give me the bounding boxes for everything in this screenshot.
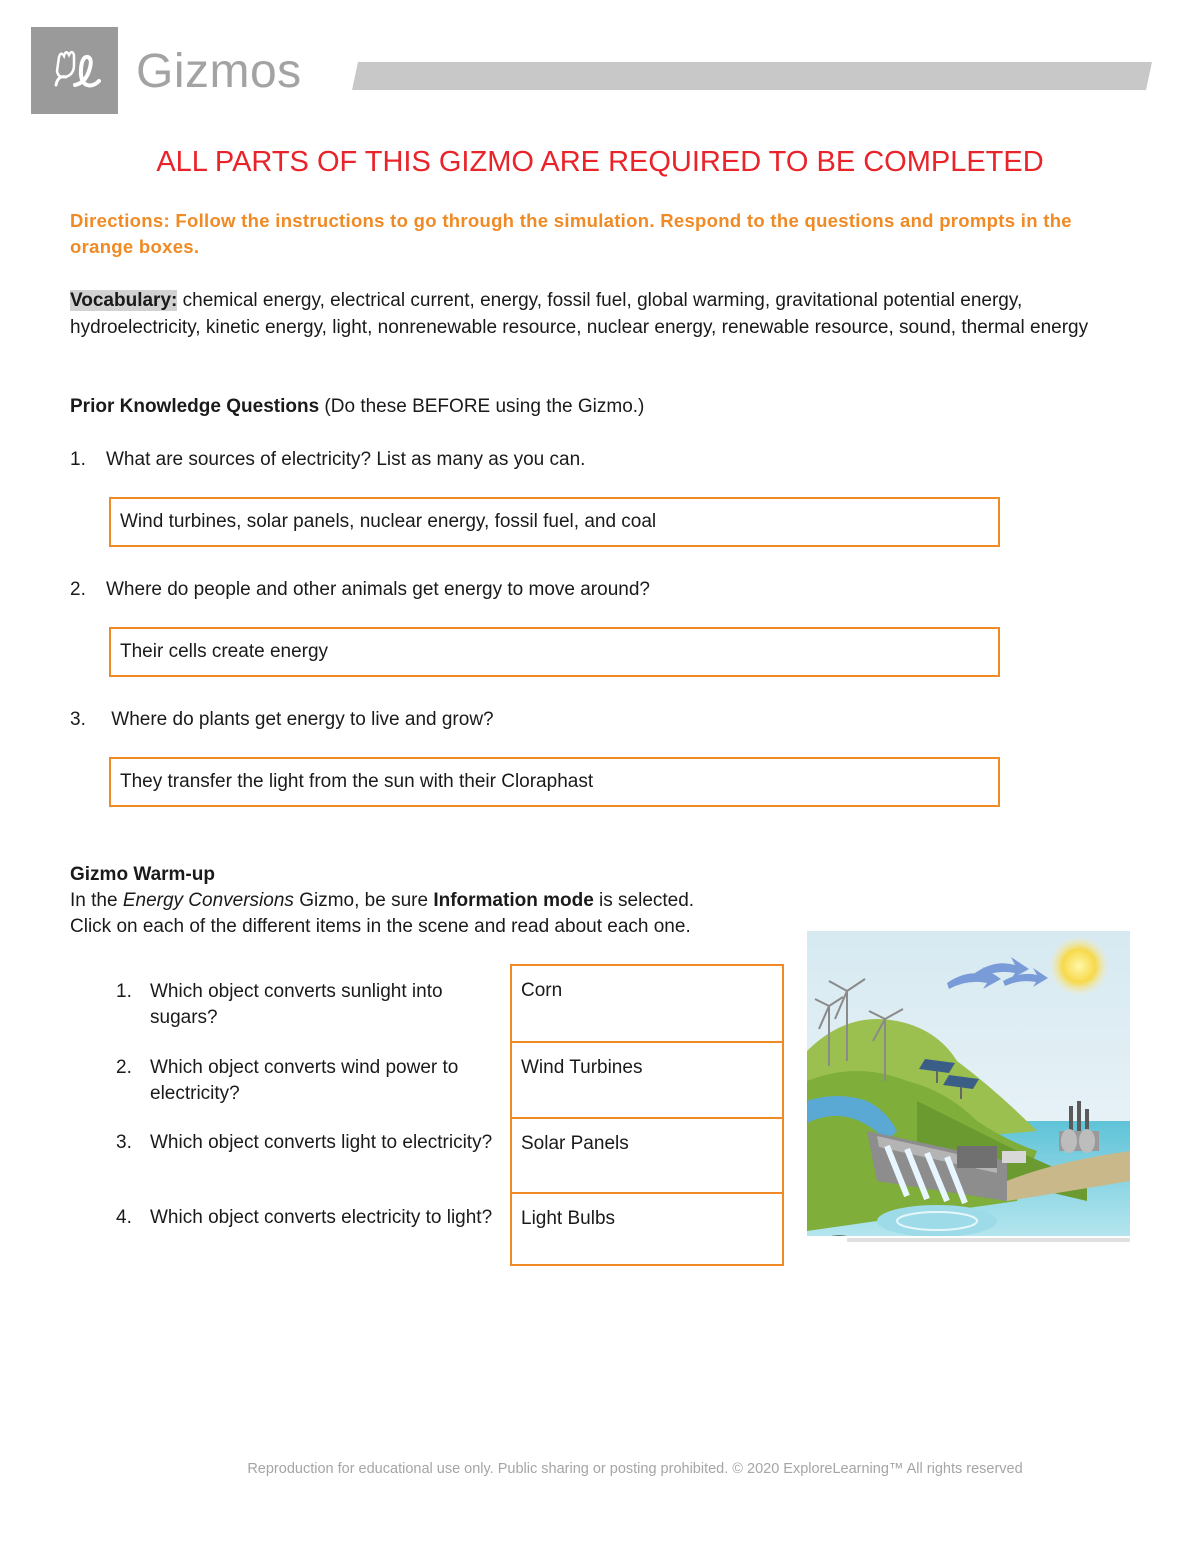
energy-conversions-scene-image bbox=[807, 931, 1130, 1264]
gizmos-logo bbox=[31, 27, 118, 114]
warmup-question-1 bbox=[116, 979, 496, 1031]
footer-copyright: Reproduction for educational use only. Public sharing or posting prohibited. © 2020 ExploreLearning™ All rights reserved bbox=[247, 1461, 1023, 1477]
question-text: Which object converts light to electricity? bbox=[150, 1132, 493, 1153]
answer-box-3[interactable]: They transfer the light from the sun with their Cloraphast bbox=[109, 757, 1000, 807]
warmup-question-4 bbox=[116, 1205, 496, 1231]
prior-knowledge-heading bbox=[70, 394, 644, 421]
question-text: Which object converts electricity to light? bbox=[150, 1207, 493, 1228]
answer-box-1[interactable]: Wind turbines, solar panels, nuclear energy, fossil fuel, and coal bbox=[109, 497, 1000, 547]
text: is selected. bbox=[593, 890, 695, 911]
question-number: 1. bbox=[116, 981, 132, 1002]
question-text: Which object converts sunlight into sugars? bbox=[150, 981, 443, 1028]
vocabulary-label: Vocabulary: bbox=[70, 290, 178, 311]
warmup-answer-1[interactable]: Corn bbox=[521, 980, 563, 1001]
brand-name: Gizmos bbox=[136, 45, 302, 98]
text: Gizmo, be sure bbox=[293, 890, 434, 911]
sun-icon bbox=[1049, 936, 1109, 996]
warmup-answer-2[interactable]: Wind Turbines bbox=[521, 1057, 643, 1078]
prior-question-3 bbox=[70, 707, 494, 733]
vocabulary-paragraph bbox=[70, 288, 1100, 341]
warmup-title: Gizmo Warm-up bbox=[70, 864, 215, 885]
question-number: 1. bbox=[70, 449, 86, 470]
directions-text: Directions: Follow the instructions to go through the simulation. Respond to the questions and prompts in the orange boxes. bbox=[70, 210, 1072, 257]
answer-box-2[interactable]: Their cells create energy bbox=[109, 627, 1000, 677]
vocabulary-terms: chemical energy, electrical current, energy, fossil fuel, global warming, gravitational potential energy, hydroelectricity, kinetic energy, light, nonrenewable resource, nuclear energy, renewable resource, sound, thermal energy bbox=[70, 290, 1089, 338]
prior-knowledge-note: (Do these BEFORE using the Gizmo.) bbox=[319, 396, 645, 417]
question-text: Which object converts wind power to electricity? bbox=[150, 1057, 459, 1104]
page-title: ALL PARTS OF THIS GIZMO ARE REQUIRED TO BE COMPLETED bbox=[156, 146, 1044, 178]
header-divider-bar bbox=[352, 62, 1152, 90]
warmup-question-2 bbox=[116, 1055, 496, 1107]
question-text: Where do people and other animals get energy to move around? bbox=[106, 579, 650, 600]
question-text: What are sources of electricity? List as many as you can. bbox=[106, 449, 586, 470]
mode-name: Information mode bbox=[433, 890, 594, 911]
gizmo-name: Energy Conversions bbox=[122, 890, 294, 911]
warmup-answer-table bbox=[510, 964, 784, 1266]
question-number: 2. bbox=[70, 579, 86, 600]
text: In the bbox=[70, 890, 123, 911]
question-number: 3. bbox=[70, 709, 86, 730]
question-number: 2. bbox=[116, 1057, 132, 1078]
prior-knowledge-label: Prior Knowledge Questions bbox=[70, 396, 320, 417]
warmup-instruction-2: Click on each of the different items in the scene and read about each one. bbox=[70, 916, 691, 937]
question-number: 3. bbox=[116, 1132, 132, 1153]
warmup-answer-4[interactable]: Light Bulbs bbox=[521, 1208, 616, 1229]
warmup-instruction-1 bbox=[70, 888, 694, 914]
prior-question-2 bbox=[70, 577, 650, 603]
el-hand-logo-icon bbox=[31, 27, 118, 114]
warmup-answer-3[interactable]: Solar Panels bbox=[521, 1133, 629, 1154]
warmup-question-3 bbox=[116, 1130, 496, 1156]
question-number: 4. bbox=[116, 1207, 132, 1228]
prior-question-1 bbox=[70, 447, 585, 473]
question-text: Where do plants get energy to live and grow? bbox=[106, 709, 494, 730]
